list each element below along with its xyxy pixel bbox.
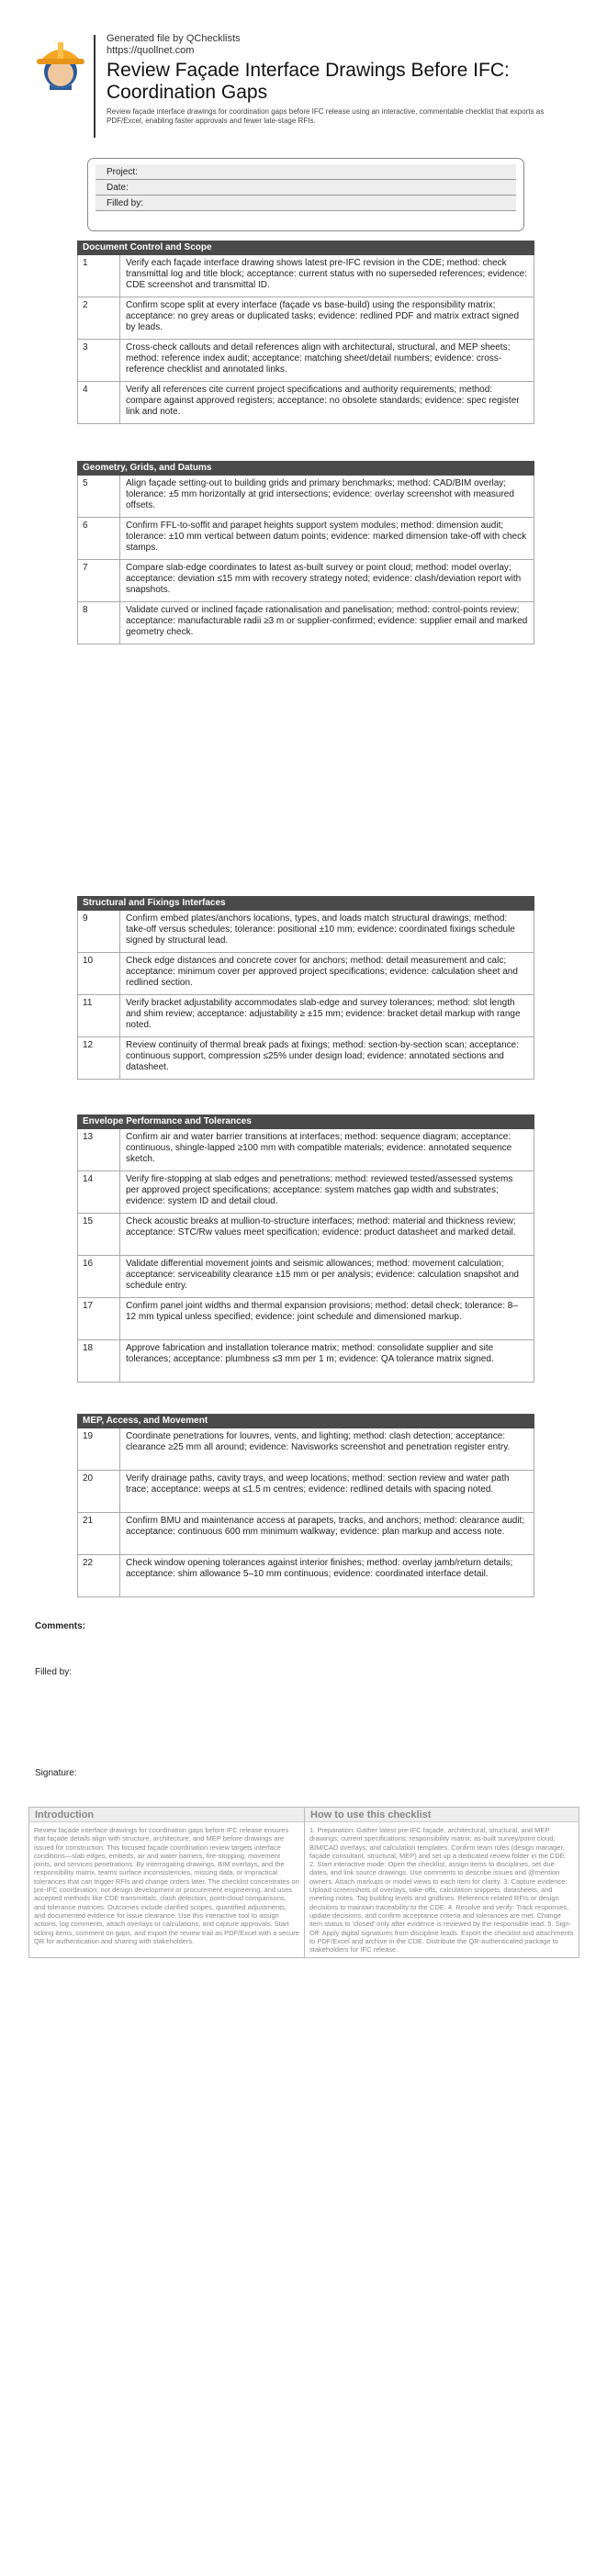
checklist-row[interactable] <box>77 1256 534 1298</box>
item-text: Align façade setting-out to building grids and primary benchmarks; method: CAD/BIM overlay; tolerance: ±5 mm horizontally at grid intersections; evidence: overlay screenshot with measured offsets. <box>126 478 514 510</box>
item-number: 10 <box>78 953 120 994</box>
item-text: Confirm BMU and maintenance access at parapets, tracks, and anchors; method: clearance audit; acceptance: continuous 600 mm minimum walkway; evidence: plan markup and access note. <box>126 1516 525 1537</box>
item-number: 7 <box>78 560 120 601</box>
section-title: Structural and Fixings Interfaces <box>77 896 534 911</box>
section-structural <box>77 896 534 1080</box>
item-text: Validate curved or inclined façade rationalisation and panelisation; method: control-points review; acceptance: manufacturable radii ≥3 m or supplier-confirmed; evidence: supplier email and marked geometry check. <box>126 605 528 637</box>
how-to-body: 1. Preparation: Gather latest pre-IFC façade, architectural, structural, and MEP drawings; current specifications; responsibility matrix; as-built survey/point cloud; BIM/CAD overlays; and calculation templates. Confirm team roles (design manager, façade consultant, structural, MEP) and set up a dedicated review folder in the CDE. 2. Start interactive mode: Open the checklist, assign items to disciplines, set due dates, and link source drawings. Use comments to describe issues and @mention owners. Attach markups or model views to each item for clarity. 3. Capture evidence: Upload screenshots of overlays, take-offs, calculation snippets, datasheets, and meeting notes. Tag building levels and gridlines. Reference related RFIs or design decisions to maintain traceability to the CDE. 4. Resolve and verify: Track responses, update decisions, and confirm acceptance criteria and tolerances are met. Change item status to 'closed' only after evidence is reviewed by the responsible lead. 5. Sign-Off: Apply digital signatures from discipline leads. Export the checklist and attachments to PDF/Excel and archive in the CDE. Distribute the QR-authenticated package to stakeholders for IFC release. <box>309 1826 574 1954</box>
comments-label: Comments: <box>35 1621 86 1631</box>
item-text: Check acoustic breaks at mullion-to-structure interfaces; method: material and thickness review; acceptance: STC/Rw values meet specification; evidence: product datasheet and marked detail. <box>126 1216 516 1238</box>
item-number: 21 <box>78 1513 120 1554</box>
item-text: Confirm scope split at every interface (façade vs base-build) using the responsibility matrix; acceptance: no grey areas or duplicated tasks; evidence: redlined PDF and matrix extract signed by leads. <box>126 300 520 332</box>
checklist-row[interactable] <box>77 297 534 340</box>
item-number: 17 <box>78 1298 120 1339</box>
checklist-row[interactable] <box>77 1471 534 1513</box>
checklist-row[interactable] <box>77 518 534 560</box>
generated-label: Generated file by QChecklists <box>107 33 241 44</box>
project-field[interactable]: Project: <box>96 164 516 180</box>
date-field[interactable]: Date: <box>96 180 516 196</box>
item-text: Cross-check callouts and detail references align with architectural, structural, and MEP sheets; method: reference index audit; acceptance: matching sheet/detail numbers; evidence: cross-reference checklist and annotated links. <box>126 342 511 375</box>
filled-by-field[interactable]: Filled by: <box>96 196 516 211</box>
section-envelope <box>77 1114 534 1383</box>
item-number: 13 <box>78 1129 120 1170</box>
checklist-row[interactable] <box>77 560 534 602</box>
item-text: Confirm panel joint widths and thermal expansion provisions; method: detail check; tolerance: 8–12 mm typical unless specified; evidence: joint schedule and dimensioned markup. <box>126 1301 518 1322</box>
introduction-box <box>29 1808 304 1957</box>
item-number: 16 <box>78 1256 120 1297</box>
checklist-row[interactable] <box>77 953 534 995</box>
item-number: 15 <box>78 1214 120 1255</box>
checklist-row[interactable] <box>77 1129 534 1171</box>
project-fields-box <box>87 158 524 231</box>
section-title: Document Control and Scope <box>77 241 534 255</box>
checklist-row[interactable] <box>77 995 534 1037</box>
item-text: Approve fabrication and installation tolerance matrix; method: consolidate supplier and site tolerances; acceptance: plumbness ≤3 mm per 1 m; evidence: QA tolerance matrix signed. <box>126 1343 494 1364</box>
introduction-title: Introduction <box>29 1808 304 1822</box>
item-number: 18 <box>78 1340 120 1382</box>
filled-by-label: Filled by: <box>35 1667 73 1677</box>
introduction-body: Review façade interface drawings for coordination gaps before IFC release ensures that façade details align with structure, architecture, and MEP before drawings are issued for construction. This focused façade coordination review targets interface conditions—slab edges, embeds, air and water barriers, fire-stopping, movement joints, and services penetrations. By interrogating drawings, BIM overlays, and the responsibility matrix, teams surface inconsistencies, missing data, or impractical tolerances that can trigger RFIs and change orders later. The checklist concentrates on pre-IFC coordination, not design development or procurement engineering, and uses accepted methods like CDE transmittals, clash detection, point-cloud comparisons, and tolerance matrices. Outcomes include clarified scopes, quantified adjustments, and documented evidence for issue clearance. Use this interactive tool to assign actions, log comments, attach overlays or calculations, and capture approvals. Start ticking items, comment on gaps, and export the review trail as PDF/Excel with a secure QR for authentication and sharing with stakeholders. <box>34 1826 299 1945</box>
checklist-row[interactable] <box>77 1340 534 1383</box>
checklist-row[interactable] <box>77 1428 534 1471</box>
item-text: Confirm air and water barrier transitions at interfaces; method: sequence diagram; acceptance: continuous, shingle-lapped ≥100 mm with compatible materials; evidence: annotated sequence sketch. <box>126 1132 512 1164</box>
checklist-row[interactable] <box>77 602 534 644</box>
item-number: 6 <box>78 518 120 559</box>
hardhat-logo-icon <box>33 37 88 92</box>
item-number: 14 <box>78 1171 120 1213</box>
item-text: Review continuity of thermal break pads at fixings; method: section-by-section scan; acceptance: continuous support, compression ≤25% under design load; evidence: annotated sections and datasheet. <box>126 1040 519 1072</box>
item-number: 5 <box>78 476 120 517</box>
info-boxes <box>28 1807 579 1958</box>
item-number: 11 <box>78 995 120 1036</box>
item-number: 9 <box>78 911 120 952</box>
item-text: Confirm embed plates/anchors locations, types, and loads match structural drawings; method: take-off versus schedules; tolerance: positional ±10 mm; evidence: coordinated fixings schedule signed by structural lead. <box>126 913 515 946</box>
page-title: Review Façade Interface Drawings Before IFC: Coordination Gaps <box>107 60 510 103</box>
section-title: Envelope Performance and Tolerances <box>77 1114 534 1129</box>
item-text: Confirm FFL-to-soffit and parapet heights support system modules; method: dimension audit; tolerance: ±10 mm vertical between datum points; evidence: marked dimension take-off with check stamps. <box>126 521 527 553</box>
item-number: 2 <box>78 297 120 339</box>
item-text: Verify fire-stopping at slab edges and penetrations; method: reviewed tested/assessed systems per approved project specifications; acceptance: system matches gap width and substrates; evidence: system ID and detail cloud. <box>126 1174 513 1206</box>
item-text: Check edge distances and concrete cover for anchors; method: detail measurement and calc; acceptance: minimum cover per approved project specifications; evidence: calculation sheet and redlined section. <box>126 956 518 988</box>
checklist-row[interactable] <box>77 255 534 297</box>
header-divider <box>94 35 96 138</box>
item-number: 8 <box>78 602 120 644</box>
checklist-row[interactable] <box>77 1555 534 1597</box>
checklist-row[interactable] <box>77 911 534 953</box>
item-number: 3 <box>78 340 120 381</box>
item-text: Verify drainage paths, cavity trays, and weep locations; method: section review and water path trace; acceptance: weeps at ≤1.5 m centres; evidence: redlined details with spacing noted. <box>126 1473 510 1495</box>
source-url[interactable]: https://quollnet.com <box>107 45 195 56</box>
item-text: Validate differential movement joints and seismic allowances; method: movement calculation; acceptance: serviceability clearance ±15 mm or per analysis; evidence: calculation snapshot and schedule entry. <box>126 1259 519 1291</box>
item-number: 12 <box>78 1037 120 1079</box>
checklist-row[interactable] <box>77 1214 534 1256</box>
item-text: Verify bracket adjustability accommodates slab-edge and survey tolerances; method: slot length and shim review; acceptance: adjustability ≥ ±15 mm; evidence: bracket detail markup with range noted. <box>126 998 521 1030</box>
item-text: Verify all references cite current project specifications and authority requirements; method: compare against approved registers; acceptance: no obsolete standards; evidence: spec register link and note. <box>126 385 520 417</box>
section-geometry <box>77 461 534 644</box>
how-to-box <box>304 1808 579 1957</box>
page-subtitle: Review façade interface drawings for coordination gaps before IFC release using an interactive, commentable checklist that exports as PDF/Excel, enabling faster approvals and fewer late-stage RFIs. <box>107 107 545 125</box>
item-number: 4 <box>78 382 120 423</box>
item-text: Compare slab-edge coordinates to latest as-built survey or point cloud; method: model overlay; acceptance: deviation ≤15 mm with recovery strategy noted; evidence: clash/deviation report with snapshots. <box>126 563 522 595</box>
document-header <box>33 33 575 143</box>
checklist-row[interactable] <box>77 1171 534 1214</box>
section-mep <box>77 1414 534 1597</box>
how-to-title: How to use this checklist <box>305 1808 579 1822</box>
item-number: 1 <box>78 255 120 297</box>
section-title: Geometry, Grids, and Datums <box>77 461 534 476</box>
checklist-row[interactable] <box>77 476 534 518</box>
item-text: Check window opening tolerances against interior finishes; method: overlay jamb/return details; acceptance: shim allowance 5–10 mm continuous; evidence: coordinated interface detail. <box>126 1558 513 1579</box>
signature-label: Signature: <box>35 1768 77 1778</box>
section-title: MEP, Access, and Movement <box>77 1414 534 1428</box>
item-text: Coordinate penetrations for louvres, vents, and lighting; method: clash detection; acceptance: clearance ≥25 mm all around; evidence: Navisworks screenshot and penetration register entry. <box>126 1431 511 1452</box>
checklist-row[interactable] <box>77 1037 534 1080</box>
item-text: Verify each façade interface drawing shows latest pre-IFC revision in the CDE; method: check transmittal log and title block; acceptance: current status with no superseded references; evidence: CDE screenshot and transmittal ID. <box>126 258 527 290</box>
checklist-row[interactable] <box>77 1513 534 1555</box>
checklist-row[interactable] <box>77 382 534 424</box>
item-number: 22 <box>78 1555 120 1596</box>
checklist-row[interactable] <box>77 340 534 382</box>
checklist-row[interactable] <box>77 1298 534 1340</box>
item-number: 19 <box>78 1428 120 1470</box>
section-document-control <box>77 241 534 424</box>
item-number: 20 <box>78 1471 120 1512</box>
